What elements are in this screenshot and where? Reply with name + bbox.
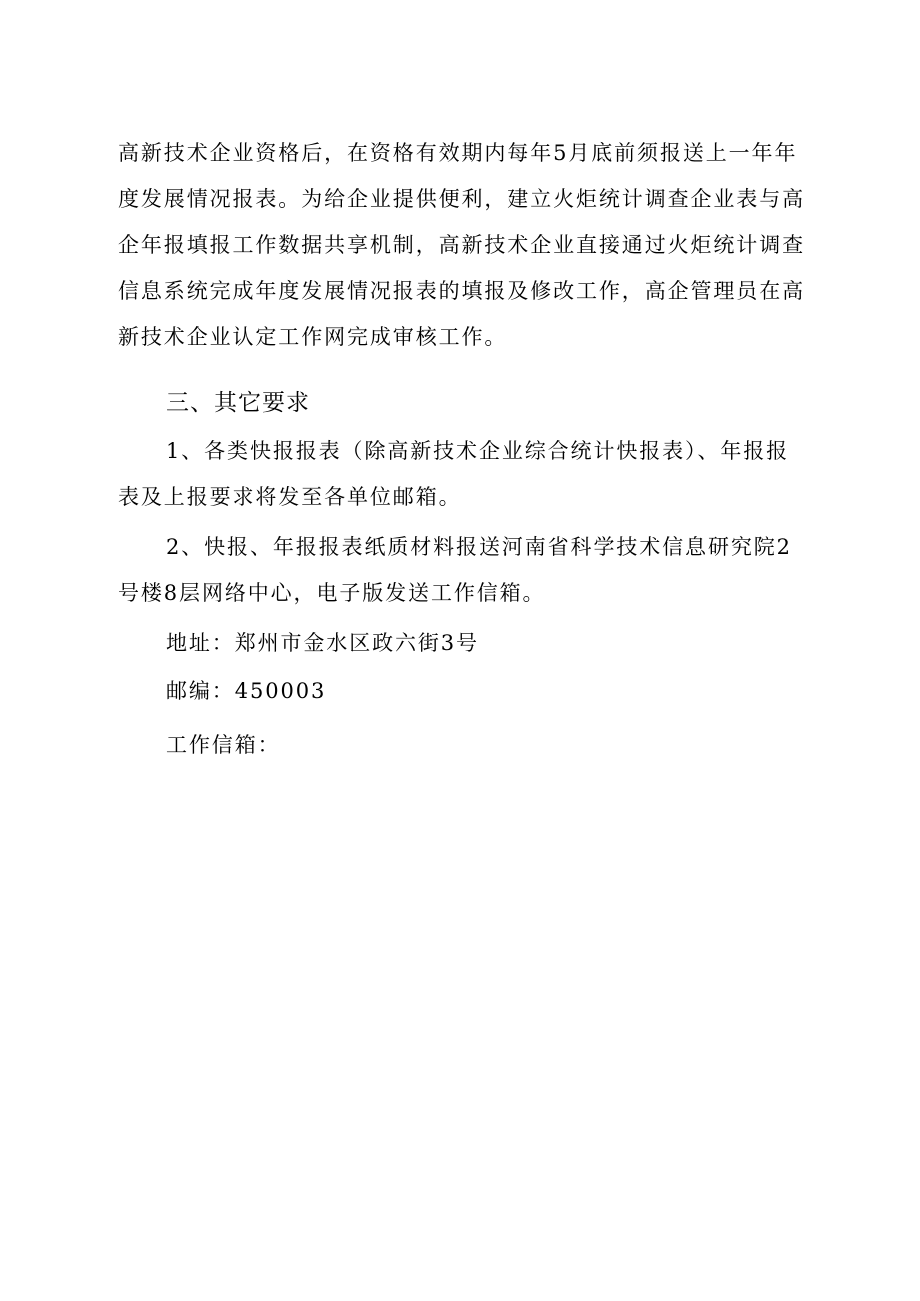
- requirement-item-2: [118, 524, 808, 616]
- item-line: 号楼8层网络中心，电子版发送工作信箱。: [118, 581, 546, 605]
- section-other-requirements: [118, 380, 808, 426]
- contact-email: [118, 722, 808, 768]
- contact-address: [118, 620, 808, 666]
- item-line: 2、快报、年报报表纸质材料报送河南省科学技术信息研究院2: [166, 535, 792, 559]
- paragraph-line: 度发展情况报表。为给企业提供便利，建立火炬统计调查企业表与高: [118, 187, 805, 211]
- email-line: 工作信箱：: [166, 733, 281, 757]
- paragraph-line: 高新技术企业资格后，在资格有效期内每年5月底前须报送上一年年: [118, 141, 798, 165]
- paragraph-qualification: [118, 130, 808, 360]
- postcode-line: 邮编：450003: [166, 679, 327, 703]
- paragraph-line: 新技术企业认定工作网完成审核工作。: [118, 325, 508, 349]
- contact-postcode: [118, 668, 808, 714]
- item-line: 1、各类快报报表（除高新技术企业综合统计快报表）、年报报: [166, 439, 790, 463]
- paragraph-line: 信息系统完成年度发展情况报表的填报及修改工作，高企管理员在高: [118, 279, 805, 303]
- address-line: 地址：郑州市金水区政六街3号: [166, 631, 479, 655]
- requirement-item-1: [118, 428, 808, 520]
- item-line: 表及上报要求将发至各单位邮箱。: [118, 485, 462, 509]
- paragraph-line: 企年报填报工作数据共享机制，高新技术企业直接通过火炬统计调查: [118, 233, 805, 257]
- section-heading: 三、其它要求: [166, 390, 310, 416]
